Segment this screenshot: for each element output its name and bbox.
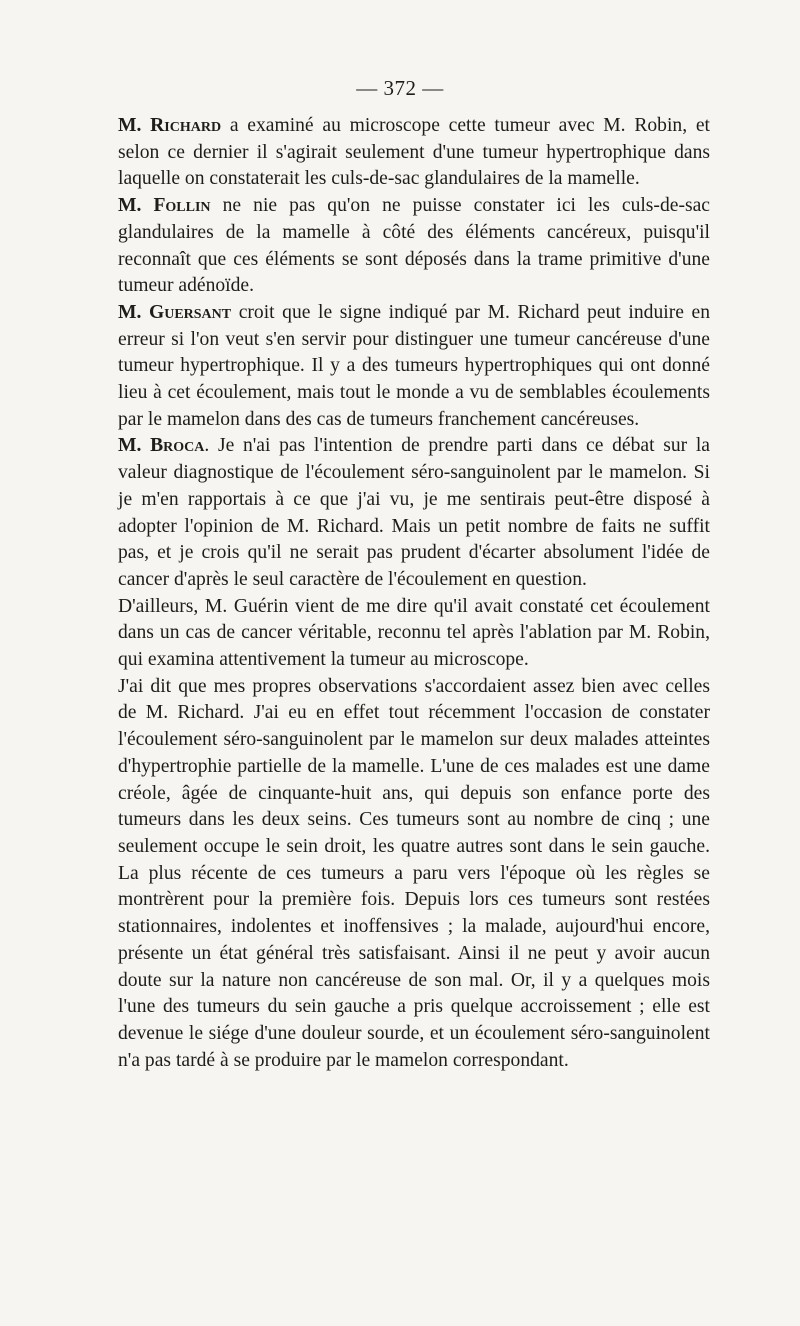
speaker-prefix: M. — [118, 195, 154, 217]
paragraph-guerin — [118, 594, 710, 674]
speaker-prefix: M. — [118, 115, 151, 136]
speaker-name-guersant: Guersant — [148, 301, 232, 323]
paragraph-text: ne nie pas qu'on ne puisse constater ici les culs-de-sac glandulaires de la mamelle à côté des éléments cancéreux, puisqu'il reconnaît que ces éléments se sont déposés dans la trame primitive d'une tumeur adénoïde. — [118, 195, 710, 297]
page-number: — 372 — — [356, 76, 444, 100]
paragraph-follin — [118, 193, 710, 300]
paragraph-text: croit que le signe indiqué par M. Richard peut induire en erreur si l'on veut s'en servir pour distinguer une tumeur cancéreuse d'une tumeur hypertrophique. Il y a des tumeurs hypertrophiques qui ont donné lieu à cet écoulement, mais tout le monde a vu de semblables écoulements par le mamelon dans des cas de tumeurs franchement cancéreuses. — [118, 301, 710, 430]
speaker-name-richard: Richard — [150, 115, 222, 136]
paragraph-text: a examiné au microscope cette tumeur avec M. Robin, et selon ce dernier il s'agirait seulement d'une tumeur hypertrophique dans laquelle on constaterait les culs-de-sac glandulaires de la mamelle. — [118, 115, 710, 190]
paragraph-text: . Je n'ai pas l'intention de prendre parti dans ce débat sur la valeur diagnostique de l'écoulement séro-sanguinolent par le mamelon. Si je m'en rapportais à ce que j'ai vu, je me sentirais peut-être disposé à adopter l'opinion de M. Richard. Mais un petit nombre de faits ne suffit pas, et je crois qu'il ne serait pas prudent d'écarter absolument l'idée de cancer d'après le seul caractère de l'écoulement en question. — [118, 435, 711, 590]
speaker-prefix: M. — [118, 301, 149, 323]
paragraph-broca — [118, 433, 710, 593]
paragraph-text: J'ai dit que mes propres observations s'accordaient assez bien avec celles de M. Richard. J'ai eu en effet tout récemment l'occasion de constater l'écoulement séro-sanguinolent par le mamelon sur deux malades atteintes d'hypertrophie partielle de la mamelle. L'une de ces malades est une dame créole, âgée de cinquante-huit ans, qui depuis son enfance porte des tumeurs dans les deux seins. Ces tumeurs sont au nombre de cinq ; une seulement occupe le sein droit, les quatre autres sont dans le sein gauche. La plus récente de ces tumeurs a paru vers l'époque où les règles se montrèrent pour la première fois. Depuis lors ces tumeurs sont restées stationnaires, indolentes et inoffensives ; la malade, aujourd'hui encore, présente un état général très satisfaisant. Ainsi il ne peut y avoir aucun doute sur la nature non cancéreuse de son mal. Or, il y a quelques mois l'une des tumeurs du sein gauche a pris quelque accroissement ; elle est devenue le siége d'une douleur sourde, et un écoulement séro-sanguinolent n'a pas tardé à se produire par le mamelon correspondant. — [118, 675, 710, 1071]
speaker-name-follin: Follin — [153, 195, 211, 217]
body-text — [118, 113, 710, 1074]
paragraph-richard — [118, 113, 710, 193]
paragraph-guersant — [118, 300, 710, 434]
speaker-prefix: M. — [118, 435, 151, 457]
speaker-name-broca: Broca — [150, 435, 205, 457]
paragraph-observations — [118, 674, 710, 1075]
paragraph-text: D'ailleurs, M. Guérin vient de me dire qu'il avait constaté cet écoulement dans un cas de cancer véritable, reconnu tel après l'ablation par M. Robin, qui examina attentivement la tumeur au microscope. — [118, 595, 710, 671]
